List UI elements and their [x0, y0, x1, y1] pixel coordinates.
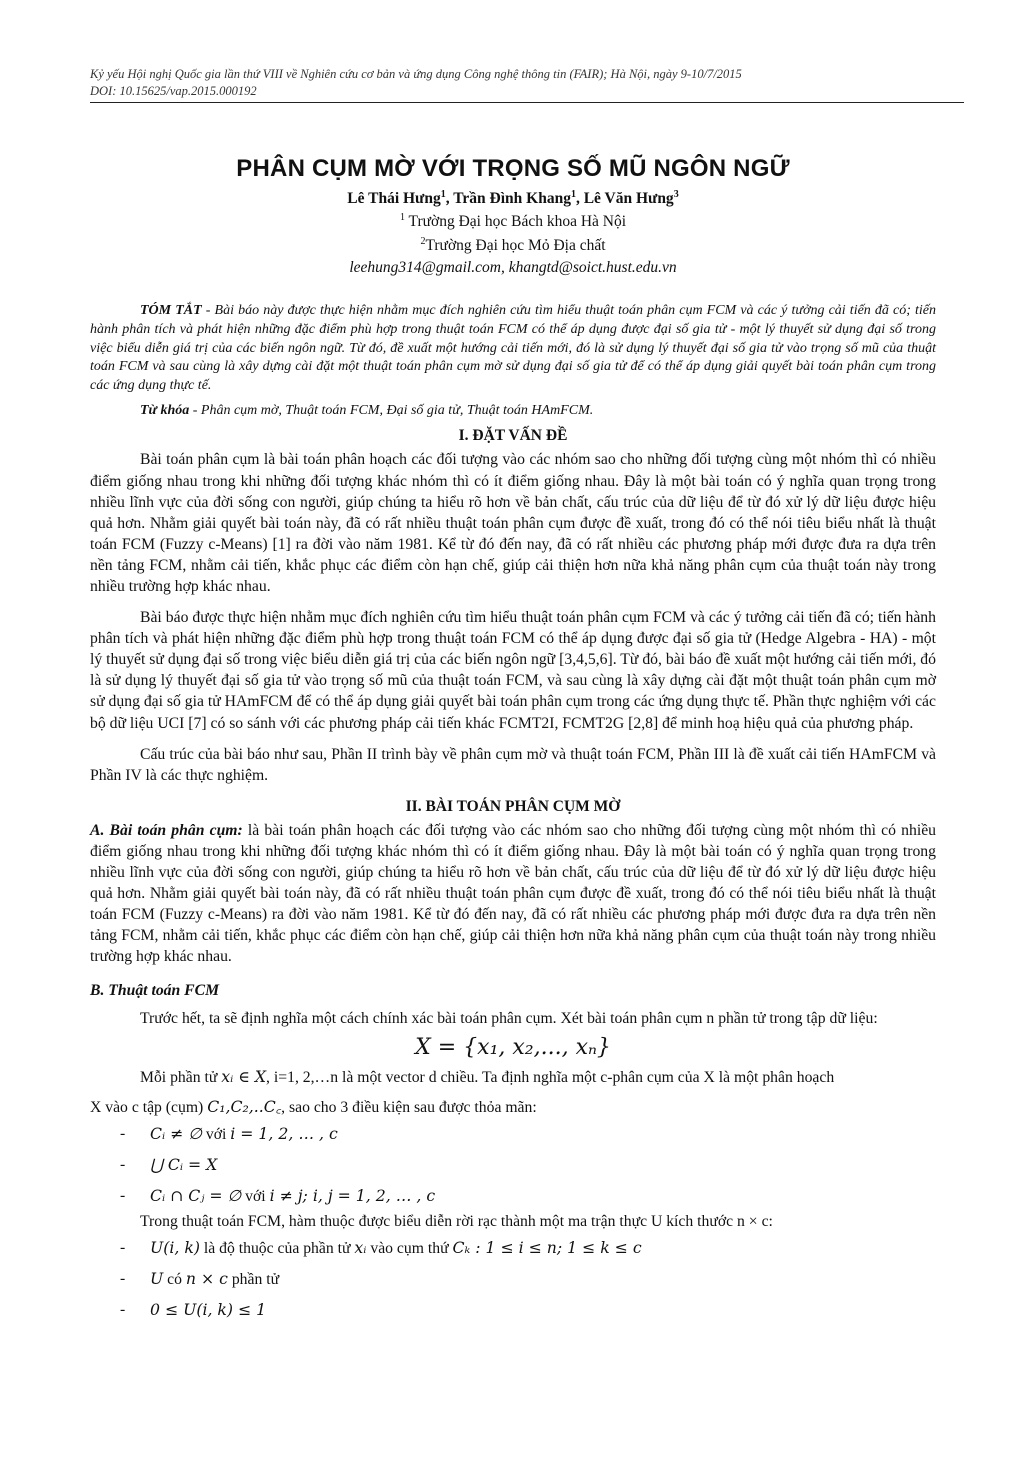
affiliation-2 [90, 232, 936, 256]
subsection-a-label: A. Bài toán phân cụm: [90, 821, 243, 839]
affiliation-2-sup: 2 [420, 236, 426, 248]
running-header [90, 66, 936, 100]
keywords-text: - Phân cụm mờ, Thuật toán FCM, Đại số gia tử, Thuật toán HAmFCM. [189, 403, 594, 419]
author-list [90, 189, 936, 208]
subsection-b-heading: B. Thuật toán FCM [90, 981, 220, 999]
bullet-dash: - [120, 1300, 126, 1318]
pb3-math: C₁,C₂,..C꜀ [207, 1096, 282, 1116]
author-2: Trần Đình Khang [453, 190, 571, 208]
bullet-dash: - [120, 1238, 126, 1256]
affiliation-1-text: Trường Đại học Bách khoa Hà Nội [404, 213, 627, 231]
keywords-label: Từ khóa [140, 403, 190, 419]
header-rule [90, 102, 964, 103]
abstract [90, 302, 936, 395]
subsection-b-paragraph-3 [90, 1096, 936, 1118]
section-1-paragraph-1: Bài toán phân cụm là bài toán phân hoạch các đối tượng vào các nhóm sao cho những đối tượng cùng một nhóm thì có nhiều điểm giống nhau trong khi những đối tượng khác nhóm thì có ít điểm giống nhau. Đây là một bài toán có ý nghĩa quan trọng trong nhiều lĩnh vực của đời sống con người, giúp chúng ta hiểu rõ hơn về bản chất, cấu trúc của dữ liệu để từ đó xử lý dữ liệu được hiệu quả hơn. Nhằm giải quyết bài toán này, đã có rất nhiều thuật toán phân cụm được đề xuất, trong đó có thể nói tiêu biểu nhất là thuật toán FCM (Fuzzy c-Means) [1] ra đời vào năm 1981. Kể từ đó đến nay, đã có rất nhiều các phương pháp mới được đưa ra dựa trên nền tảng FCM, nhằm cải tiến, khắc phục các điểm còn hạn chế, giúp cải thiện hơn nữa khả năng phân cụm của thuật toán này trong nhiều trường hợp khác nhau. [90, 451, 936, 595]
header-line-1: Kỷ yếu Hội nghị Quốc gia lần thứ VIII về Nghiên cứu cơ bản và ứng dụng Công nghệ thông tin (FAIR); Hà Nội, ngày 9-10/7/2015 [90, 67, 742, 81]
property-math: xᵢ [354, 1237, 367, 1257]
section-1-paragraph-2: Bài báo được thực hiện nhằm mục đích nghiên cứu tìm hiểu thuật toán phân cụm FCM và các ý tưởng cải tiến đã có; tiến hành phân tích và phát hiện những đặc điểm phù hợp trong thuật toán FCM có thể áp dụng được đại số gia tử (Hedge Algebra - HA) - một lý thuyết sử dụng đại số trong việc biểu diễn giá trị của các biến ngôn ngữ [3,4,5,6]. Từ đó, bài báo đề xuất một hướng cải tiến mới, đó là sử dụng lý thuyết đại số gia tử vào trọng số mũ của thuật toán FCM, và sau cùng là xây dựng cài đặt một thuật toán phân cụm mờ sử dụng đại số gia tử HAmFCM để có thể áp dụng giải quyết bài toán phân cụm trong các ứng dụng thực tế. Phần thực nghiệm với các bộ dữ liệu UCI [7] có so sánh với các phương pháp cải tiến khác FCMT2I, FCMT2G [2,8] để minh hoạ hiệu quả của phương pháp. [90, 609, 936, 732]
pb3-text-a: X vào c tập (cụm) [90, 1098, 208, 1116]
condition-math: Cᵢ ≠ ∅ [150, 1123, 202, 1143]
paper-title: PHÂN CỤM MỜ VỚI TRỌNG SỐ MŨ NGÔN NGỮ [236, 155, 790, 182]
abstract-text: - Bài báo này được thực hiện nhằm mục đích nghiên cứu tìm hiểu thuật toán phân cụm FCM và các ý tưởng cải tiến đã có; tiến hành phân tích và phát hiện những đặc điểm phù hợp trong thuật toán FCM có thể áp dụng được đại số gia tử - một lý thuyết sử dụng đại số trong việc biểu diễn giá trị của các biến ngôn ngữ. Từ đó, đề xuất một hướng cải tiến mới, đó là sử dụng lý thuyết đại số gia tử vào trọng số mũ của thuật toán FCM và sau cùng là xây dựng cài đặt một thuật toán phân cụm mờ sử dụng đại số gia tử để có thể áp dụng giải quyết bài toán phân cụm trong các ứng dụng thực tế. [90, 303, 936, 393]
condition-item [90, 1180, 936, 1211]
abstract-label: TÓM TẮT [140, 303, 202, 319]
condition-text: với [201, 1125, 231, 1143]
bullet-dash: - [120, 1124, 126, 1142]
condition-item [90, 1149, 936, 1180]
subsection-a-text: là bài toán phân hoạch các đối tượng vào các nhóm sao cho những đối tượng cùng một nhóm thì có nhiều điểm giống nhau trong khi những đối tượng khác nhóm thì có ít điểm giống nhau. Đây là một bài toán có ý nghĩa quan trọng trong nhiều lĩnh vực của đời sống con người, giúp chúng ta hiểu rõ hơn về bản chất, cấu trúc của dữ liệu để từ đó xử lý dữ liệu được hiệu quả hơn. Nhằm giải quyết bài toán này, đã có rất nhiều thuật toán phân cụm được đề xuất, trong đó có thể nói tiêu biểu nhất là thuật toán FCM (Fuzzy c-Means) ra đời vào năm 1981. Kể từ đó đến nay, đã có rất nhiều các phương pháp mới được đưa ra dựa trên nền tảng FCM, nhằm cải tiến, khắc phục các điểm còn hạn chế, giúp cải thiện hơn nữa khả năng phân cụm của thuật toán này trong nhiều trường hợp khác nhau. [90, 821, 936, 966]
pb3-text-b: , sao cho 3 điều kiện sau được thỏa mãn: [281, 1098, 537, 1116]
partition-conditions [90, 1118, 936, 1211]
affiliation-1 [90, 208, 936, 232]
property-math: Cₖ : 1 ≤ i ≤ n; 1 ≤ k ≤ c [452, 1237, 642, 1257]
author-2-sup: 1 [570, 189, 576, 200]
property-math: n × c [185, 1268, 228, 1288]
paper-page [90, 66, 936, 1325]
condition-text: với [241, 1187, 270, 1205]
author-sep: , [445, 190, 454, 208]
membership-properties [90, 1232, 936, 1325]
keywords [90, 403, 936, 419]
property-math: 0 ≤ U(i, k) ≤ 1 [150, 1299, 267, 1319]
condition-item [90, 1118, 936, 1149]
author-3-sup: 3 [673, 189, 679, 200]
property-math: U [150, 1268, 164, 1288]
property-text: là độ thuộc của phần tử [199, 1239, 355, 1257]
bullet-dash: - [120, 1269, 126, 1287]
author-3: Lê Văn Hưng [583, 190, 674, 208]
subsection-b-paragraph-4: Trong thuật toán FCM, hàm thuộc được biểu diễn rời rạc thành một ma trận thực U kích thước n × c: [140, 1212, 773, 1230]
section-1-paragraph-3: Cấu trúc của bài báo như sau, Phần II trình bày về phân cụm mờ và thuật toán FCM, Phần III là đề xuất cải tiến HAmFCM và Phần IV là các thực nghiệm. [90, 745, 936, 784]
author-sep: , [575, 190, 584, 208]
property-text: vào cụm thứ [366, 1239, 453, 1257]
section-2-heading: II. BÀI TOÁN PHÂN CỤM MỜ [405, 797, 621, 815]
author-emails: leehung314@gmail.com, khangtd@soict.hust.edu.vn [349, 259, 677, 277]
pb2-math: xᵢ ∈ X [221, 1066, 267, 1086]
condition-math: i ≠ j; i, j = 1, 2, … , c [269, 1185, 436, 1205]
subsection-a [90, 820, 936, 968]
bullet-dash: - [120, 1186, 126, 1204]
property-math: U(i, k) [150, 1237, 200, 1257]
affiliation-1-sup: 1 [399, 212, 405, 224]
subsection-b-paragraph-1: Trước hết, ta sẽ định nghĩa một cách chính xác bài toán phân cụm. Xét bài toán phân cụm n phần tử trong tập dữ liệu: [140, 1009, 878, 1027]
header-doi: DOI: 10.15625/vap.2015.000192 [90, 84, 257, 98]
section-1-heading: I. ĐẶT VẤN ĐỀ [458, 427, 568, 445]
condition-math: Cᵢ ∩ Cⱼ = ∅ [150, 1185, 242, 1205]
affiliation-2-text: Trường Đại học Mỏ Địa chất [425, 237, 606, 255]
dataset-formula: X = {x₁, x₂,..., xₙ} [415, 1034, 611, 1060]
property-text: phần tử [227, 1270, 280, 1288]
author-1: Lê Thái Hưng [347, 190, 441, 208]
condition-math: i = 1, 2, … , c [230, 1123, 338, 1143]
subsection-b-paragraph-2 [90, 1066, 936, 1088]
author-1-sup: 1 [440, 189, 446, 200]
property-item [90, 1294, 936, 1325]
pb2-text-b: , i=1, 2,…n là một vector d chiều. Ta định nghĩa một c-phân cụm của X là một phân hoạch [266, 1068, 835, 1086]
condition-math: ⋃ Cᵢ = X [150, 1154, 218, 1174]
pb2-text-a: Mỗi phần tử [140, 1068, 222, 1086]
property-item [90, 1263, 936, 1294]
property-text: có [163, 1270, 186, 1288]
bullet-dash: - [120, 1155, 126, 1173]
property-item [90, 1232, 936, 1263]
